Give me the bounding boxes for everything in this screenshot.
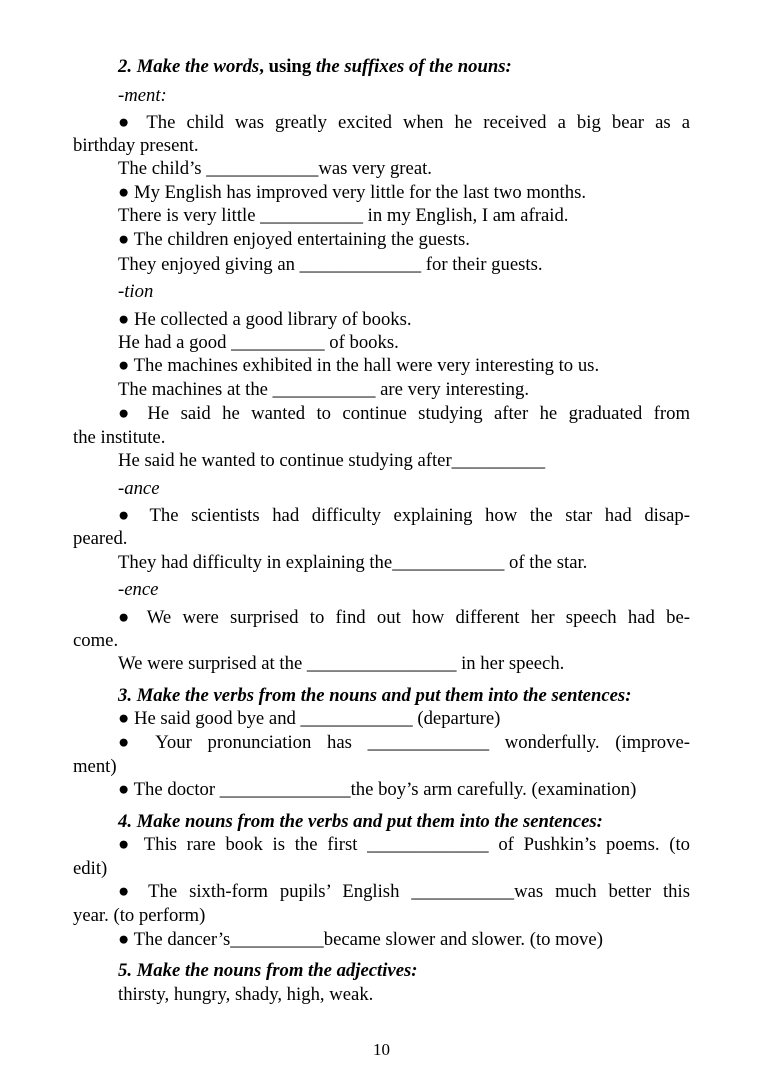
fill-in-line: ● Your pronunciation has _____________ wonderfully. (improve- <box>118 732 690 753</box>
fill-in-line: There is very little ___________ in my English, I am afraid. <box>118 205 569 226</box>
fill-in-line: ● He said good bye and ____________ (departure) <box>118 708 501 729</box>
fill-in-line: They enjoyed giving an _____________ for their guests. <box>118 254 543 275</box>
adjective-list: thirsty, hungry, shady, high, weak. <box>118 984 374 1005</box>
page-number: 10 <box>373 1040 390 1059</box>
fill-in-line: ● The sixth-form pupils’ English ___________was much better this <box>118 881 690 902</box>
fill-in-line: They had difficulty in explaining the____________ of the star. <box>118 552 588 573</box>
sentence-line: year. (to perform) <box>73 905 206 926</box>
sentence-line: ● The children enjoyed entertaining the guests. <box>118 229 470 250</box>
sentence-line: ● The machines exhibited in the hall were very interesting to us. <box>118 355 600 376</box>
suffix-label-tion: -tion <box>118 281 154 302</box>
fill-in-line: He had a good __________ of books. <box>118 332 399 353</box>
sentence-line: ment) <box>73 756 117 777</box>
suffix-label-ment: -ment: <box>118 85 167 106</box>
sentence-line: ● We were surprised to find out how different her speech had be- <box>118 607 690 628</box>
exercise-3-heading: 3. Make the verbs from the nouns and put them into the sentences: <box>118 685 632 706</box>
sentence-line: edit) <box>73 858 108 879</box>
fill-in-line: ● The doctor ______________the boy’s arm carefully. (examination) <box>118 779 637 800</box>
sentence-line: the institute. <box>73 427 166 448</box>
fill-in-line: The child’s ____________was very great. <box>118 158 432 179</box>
suffix-label-ance: -ance <box>118 478 160 499</box>
sentence-line: ● The scientists had difficulty explaining how the star had disap- <box>118 505 690 526</box>
sentence-line: ● He said he wanted to continue studying after he graduated from <box>118 403 690 424</box>
suffix-label-ence: -ence <box>118 579 159 600</box>
sentence-line: ● My English has improved very little for the last two months. <box>118 182 587 203</box>
sentence-line: birthday present. <box>73 135 199 156</box>
exercise-4-heading: 4. Make nouns from the verbs and put them into the sentences: <box>118 811 603 832</box>
sentence-line: come. <box>73 630 119 651</box>
sentence-line: ● The child was greatly excited when he received a big bear as a <box>118 112 690 133</box>
sentence-line: ● He collected a good library of books. <box>118 309 412 330</box>
fill-in-line: We were surprised at the ________________ in her speech. <box>118 653 565 674</box>
fill-in-line: He said he wanted to continue studying after__________ <box>118 450 546 471</box>
exercise-2-heading: 2. Make the words, using the suffixes of the nouns: <box>118 56 512 77</box>
fill-in-line: ● The dancer’s__________became slower and slower. (to move) <box>118 929 603 950</box>
sentence-line: peared. <box>73 528 128 549</box>
exercise-5-heading: 5. Make the nouns from the adjectives: <box>118 960 418 981</box>
fill-in-line: ● This rare book is the first _____________ of Pushkin’s poems. (to <box>118 834 690 855</box>
fill-in-line: The machines at the ___________ are very interesting. <box>118 379 529 400</box>
